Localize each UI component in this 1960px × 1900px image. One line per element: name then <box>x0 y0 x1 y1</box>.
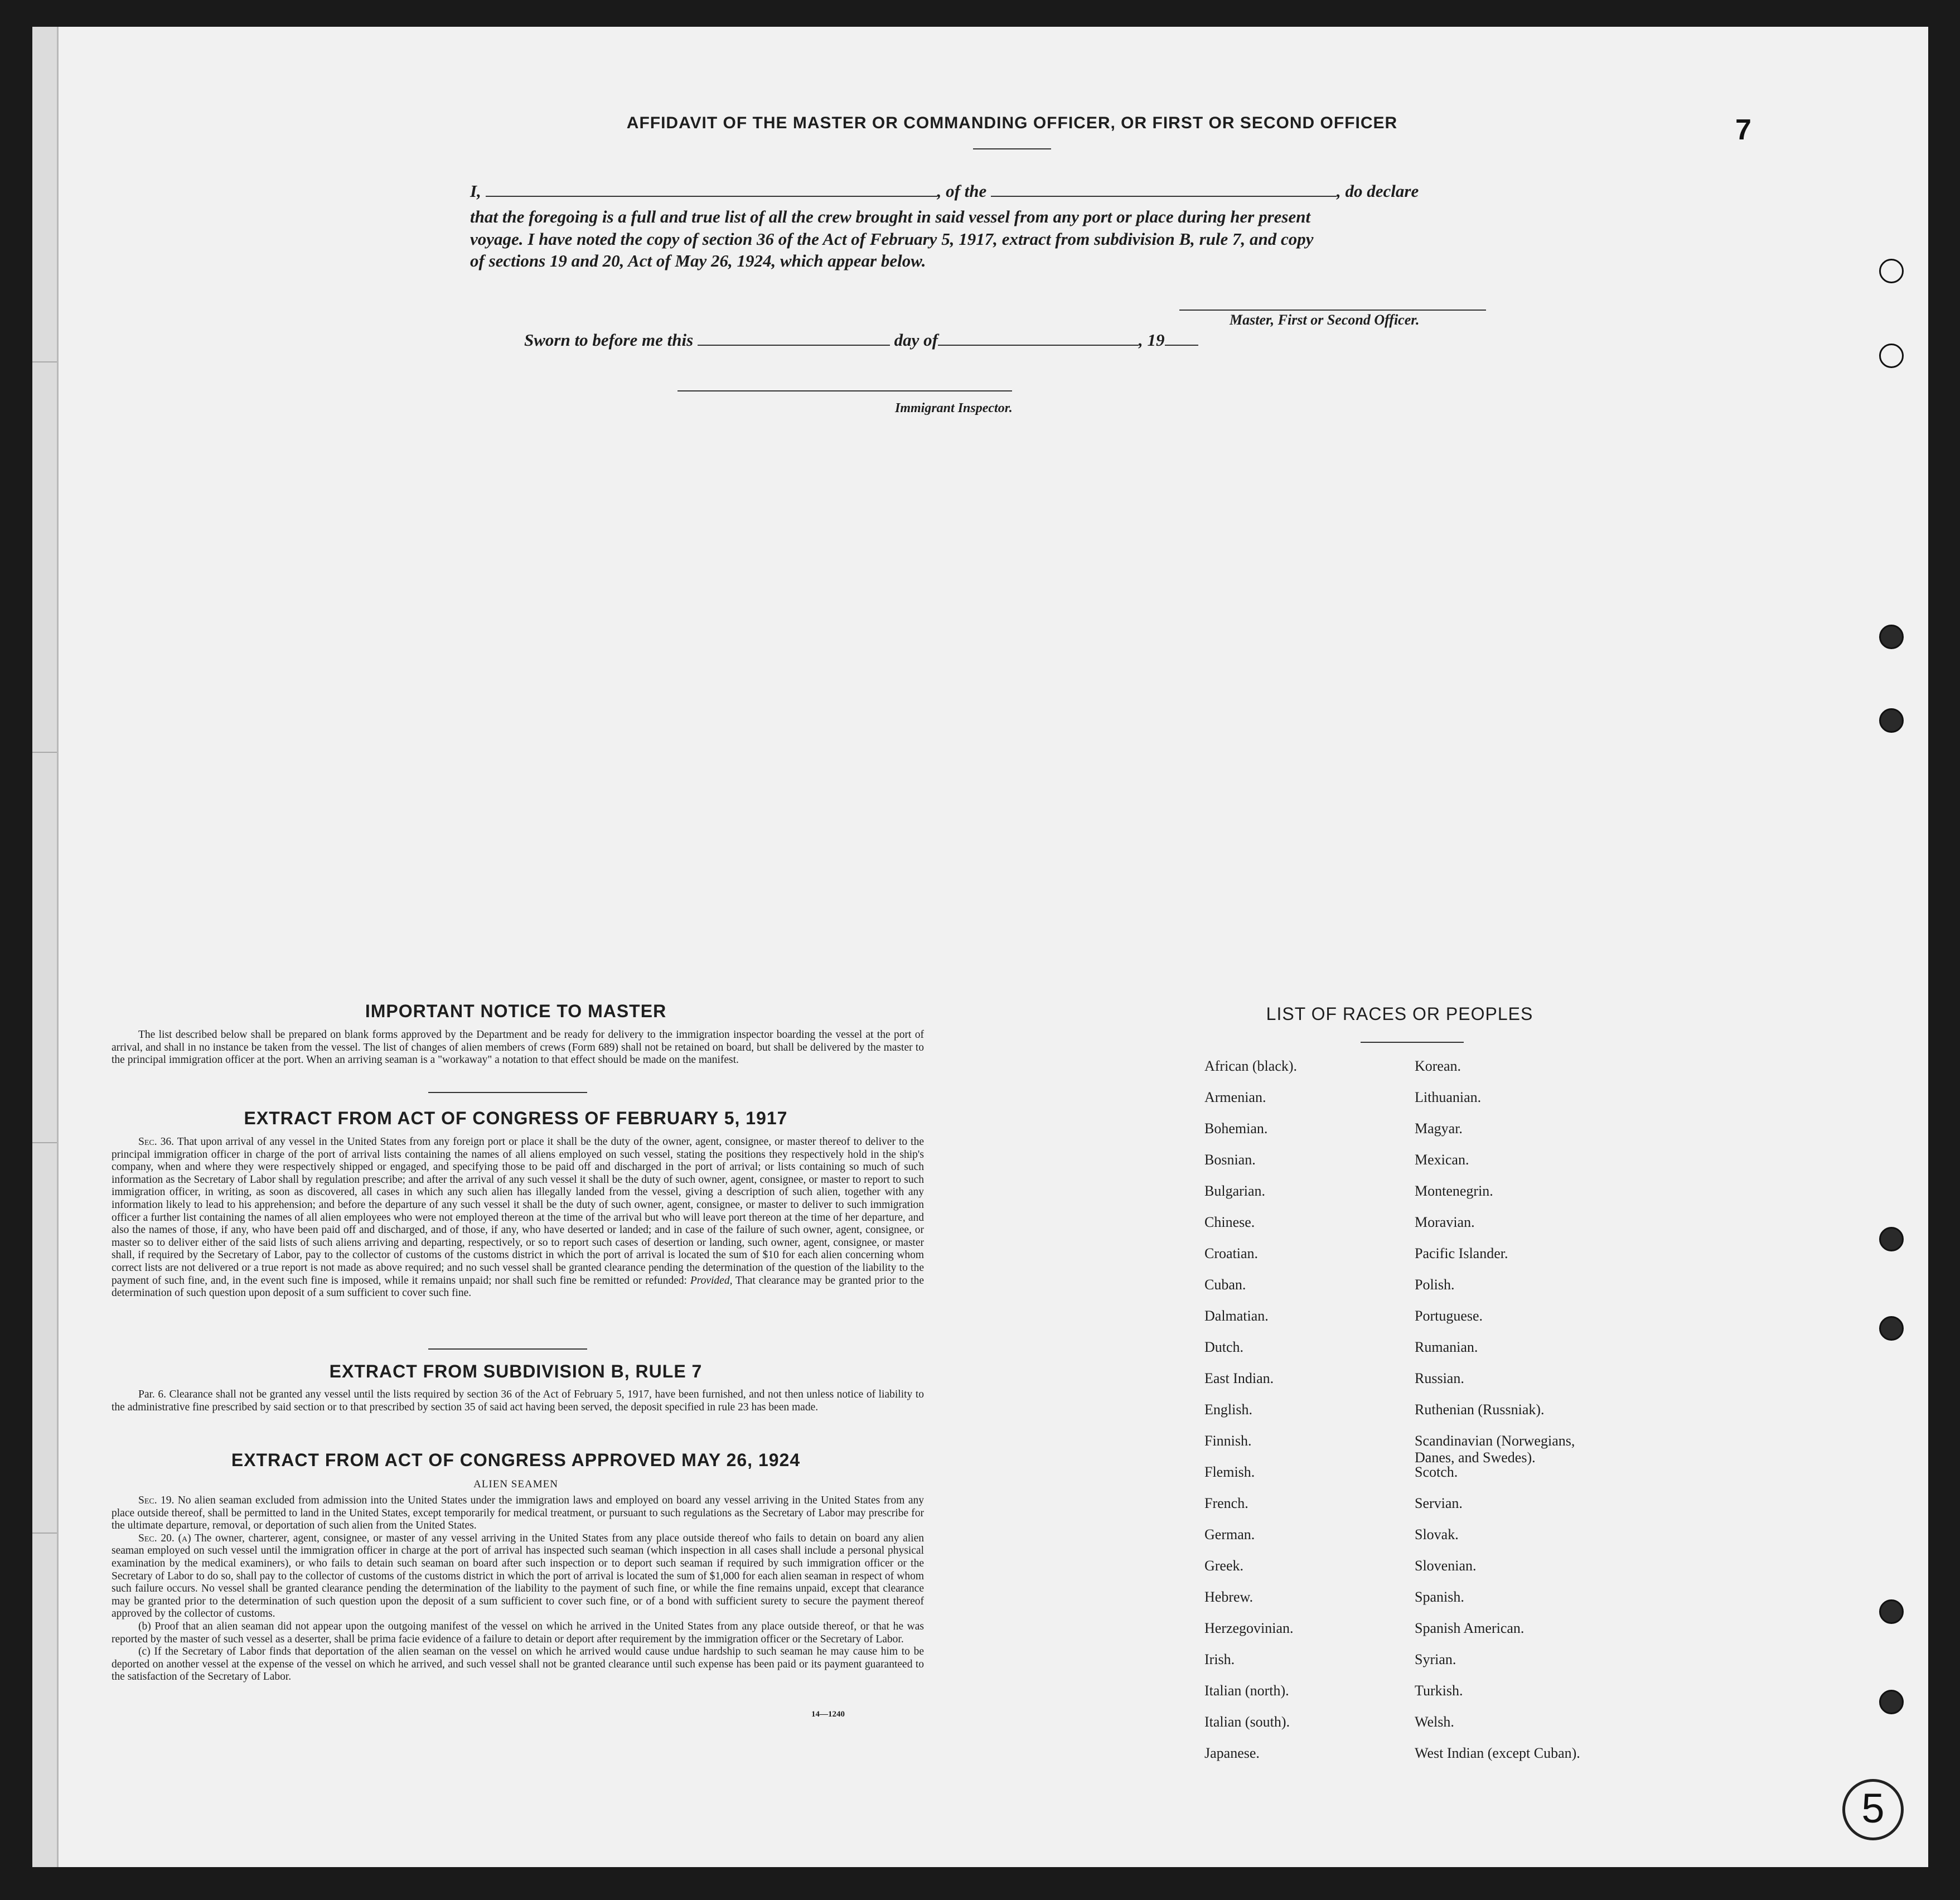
notice-text <box>112 1029 924 1067</box>
race-item: Croatian. <box>1204 1245 1259 1261</box>
race-item: Cuban. <box>1204 1277 1246 1293</box>
section-36-paragraph <box>112 1136 924 1300</box>
extract-1924-title: EXTRACT FROM ACT OF CONGRESS APPROVED MAY 26, 1924 <box>231 1450 801 1470</box>
race-item: Dalmatian. <box>1204 1308 1269 1324</box>
day-of-label: day of <box>894 330 938 350</box>
race-item: Polish. <box>1415 1277 1455 1293</box>
do-declare-label: , do declare <box>1337 181 1419 201</box>
race-item: Herzegovinian. <box>1204 1620 1294 1636</box>
section-36-text: That upon arrival of any vessel in the United States from any foreign port or place it shall be the duty of the owner, agent, consignee, or master thereof to deliver to the principal immigration officer in charge of the port of arrival lists containing the names of all aliens employed on such vessel, stating the positions they respectively hold in the ship's company, when and where they were respectively shipped or engaged, and specifying those to be paid off and discharged in the port of arrival; or lists containing so much of such information as the Secretary of Labor shall by regulation prescribe; and after the arrival of any such vessel it shall be the duty of such owner, agent, consignee, or master to report to such immigration officer, in writing, as soon as discovered, all cases in which any such alien has illegally landed from the vessel, giving a description of such alien, together with any information likely to lead to his apprehension; and before the departure of any such vessel it shall be the duty of such owner, agent, consignee, or master to deliver to such immigration officer a further list containing the names of all alien employees who were not employed thereon at the time of the arrival but who will leave port thereon at the time of her departure, and also the names of those, if any, who have been paid off and discharged, and of those, if any, who have deserted or landed; and in case of the failure of such owner, agent, consignee, or master so to deliver either of the said lists of such aliens arriving and departing, respectively, or so to report such cases of desertion or landing, such owner, agent, consignee, or master shall, if required by the Secretary of Labor, pay to the collector of customs of the customs district in which the port of arrival is located the sum of $10 for each alien concerning whom correct lists are not delivered or a true report is not made as above required; and no such vessel shall be granted clearance pending the determination of the question of the liability to the payment of such fine, and, in the event such fine is imposed, while it remains unpaid; nor shall such fine be remitted or refunded: <box>112 1136 924 1287</box>
corner-mark: 7 <box>1735 114 1751 146</box>
race-item: Portuguese. <box>1415 1308 1483 1324</box>
race-item: Lithuanian. <box>1415 1089 1482 1105</box>
race-item: Italian (north). <box>1204 1683 1289 1699</box>
race-item: West Indian (except Cuban). <box>1415 1745 1580 1761</box>
section-20b-paragraph <box>112 1621 924 1646</box>
race-item: Greek. <box>1204 1558 1244 1574</box>
race-item: Russian. <box>1415 1370 1464 1386</box>
inspector-signature-field[interactable] <box>677 390 1012 391</box>
notice-title: IMPORTANT NOTICE TO MASTER <box>365 1001 667 1021</box>
punch-hole <box>1879 625 1904 649</box>
race-item: Flemish. <box>1204 1464 1255 1480</box>
extract-1924-text <box>112 1495 924 1684</box>
race-item: Ruthenian (Russniak). <box>1415 1401 1545 1418</box>
proviso-text: That clearance may be granted prior to the determination of such question upon deposit of a sum sufficient to cover such fine. <box>112 1274 925 1299</box>
declaration-line-1 <box>470 181 1419 201</box>
race-item: Servian. <box>1415 1495 1463 1511</box>
race-item: Slovenian. <box>1415 1558 1477 1574</box>
race-item: Italian (south). <box>1204 1714 1290 1730</box>
race-item: Spanish American. <box>1415 1620 1525 1636</box>
inspector-signature-label: Immigrant Inspector. <box>895 401 1013 415</box>
title-divider <box>973 148 1051 149</box>
section-20c-label: (c) <box>138 1646 151 1658</box>
race-item: Rumanian. <box>1415 1339 1478 1355</box>
race-item: English. <box>1204 1401 1252 1418</box>
race-item: Armenian. <box>1204 1089 1266 1105</box>
notice-paragraph: The list described below shall be prepared on blank forms approved by the Department and be ready for delivery to the immigration inspector boarding the vessel at the port of arrival, and shall in no instance be taken from the vessel. The list of changes of alien members of crews (Form 689) shall not be retained on board, but shall be delivered by the master to the principal immigration officer at the port. When an arriving seaman is a "workaway" a notation to that effect should be made on the manifest. <box>112 1029 924 1066</box>
punch-hole <box>1879 259 1904 283</box>
race-item: Magyar. <box>1415 1120 1463 1137</box>
races-title: LIST OF RACES OR PEOPLES <box>1266 1004 1533 1024</box>
declaration-line-2: that the foregoing is a full and true list of all the crew brought in said vessel from any port or place during her present <box>470 207 1311 226</box>
alien-seamen-subtitle: ALIEN SEAMEN <box>473 1478 558 1490</box>
master-signature-field[interactable] <box>1179 310 1486 311</box>
race-item: Montenegrin. <box>1415 1183 1493 1199</box>
section-36-label: Sec. 36. <box>138 1136 175 1148</box>
binding-margin <box>32 27 59 1867</box>
race-item: African (black). <box>1204 1058 1298 1074</box>
race-item: French. <box>1204 1495 1248 1511</box>
section-20a-paragraph <box>112 1532 924 1621</box>
form-number: 14—1240 <box>811 1710 845 1719</box>
extract-rule7-text <box>112 1389 924 1414</box>
section-20a-label: Sec. 20. (a) <box>138 1532 191 1544</box>
race-item: Welsh. <box>1415 1714 1454 1730</box>
rule7-paragraph: Par. 6. Clearance shall not be granted any vessel until the lists required by section 36 of the Act of February 5, 1917, have been furnished, and not then unless notice of liability to the administrative fine prescribed by said section or to that prescribed by section 35 of said act having been served, the deposit specified in rule 23 has been made. <box>112 1389 924 1413</box>
section-20c-text: If the Secretary of Labor finds that deportation of the alien seaman on the vessel on which he arrived would cause undue hardship to such seaman he may cause him to be deported on another vessel at the expense of the vessel on which he arrived, and such vessel shall not be granted clearance until such expense has been paid or its payment guaranteed to the satisfaction of the Secretary of Labor. <box>112 1646 924 1683</box>
sworn-year-field[interactable] <box>1165 341 1198 346</box>
race-item: Korean. <box>1415 1058 1461 1074</box>
section-20c-paragraph <box>112 1646 924 1684</box>
race-item: Slovak. <box>1415 1526 1459 1543</box>
master-signature-label: Master, First or Second Officer. <box>1230 312 1420 328</box>
punch-hole <box>1879 1599 1904 1624</box>
races-right-column <box>1415 1058 1599 1776</box>
race-item: Hebrew. <box>1204 1589 1254 1605</box>
of-the-label: , of the <box>937 181 987 201</box>
race-item: Bohemian. <box>1204 1120 1268 1137</box>
margin-rule <box>32 361 57 362</box>
section-19-label: Sec. 19. <box>138 1495 175 1506</box>
sworn-label: Sworn to before me this <box>524 330 694 350</box>
race-item: Scandinavian (Norwegians, Danes, and Swedes). <box>1415 1433 1575 1466</box>
extract-1917-title: EXTRACT FROM ACT OF CONGRESS OF FEBRUARY 5, 1917 <box>244 1108 788 1128</box>
declarant-name-field[interactable] <box>486 192 937 197</box>
page-number-stamp: 5 <box>1842 1779 1904 1840</box>
declarant-prefix: I, <box>470 181 481 201</box>
declaration-line-4: of sections 19 and 20, Act of May 26, 1924, which appear below. <box>470 251 926 270</box>
extract-1917-text <box>112 1136 924 1300</box>
races-left-column <box>1204 1058 1297 1776</box>
section-20b-text: Proof that an alien seaman did not appear upon the outgoing manifest of the vessel on which he arrived in the United States from any place outside thereof, or that he was reported by the master of such vessel as a deserter, shall be prima facie evidence of a failure to detain or deport after requirement by the immigration officer or the Secretary of Labor. <box>112 1620 924 1645</box>
section-divider <box>428 1092 587 1093</box>
race-item: Spanish. <box>1415 1589 1464 1605</box>
punch-hole <box>1879 1227 1904 1251</box>
vessel-name-field[interactable] <box>991 192 1337 197</box>
margin-rule <box>32 752 57 753</box>
punch-hole <box>1879 708 1904 733</box>
proviso-label: Provided, <box>690 1274 733 1287</box>
section-20a-text: The owner, charterer, agent, consignee, or master of any vessel arriving in the United States from any place outside thereof who fails to detain on board any alien seaman employed on such vessel until the immigration officer in charge at the port of arrival has inspected such seaman (which inspection in all cases shall include a personal physical examination by the medical examiners), or who fails to detain such seaman on board after such inspection or to deport such seaman if required by such immigration officer or the Secretary of Labor to do so, shall pay to the collector of customs of the customs district in which the port of arrival is located the sum of $1,000 for each alien seaman in respect of whom such failure occurs. No vessel shall be granted clearance pending the determination of the liability to the payment of such fine, or while the fine remains unpaid, except that clearance may be granted prior to the determination of such question upon the deposit of a sum sufficient to cover such fine, or of a bond with sufficient surety to secure the payment thereof approved by the collector of customs. <box>112 1532 924 1620</box>
declaration-line-3: voyage. I have noted the copy of section 36 of the Act of February 5, 1917, extract from subdivision B, rule 7, and copy <box>470 229 1314 249</box>
punch-hole <box>1879 344 1904 368</box>
section-divider <box>428 1348 587 1350</box>
sworn-line <box>524 330 1198 350</box>
section-20b-label: (b) <box>138 1620 151 1632</box>
punch-hole <box>1879 1316 1904 1341</box>
section-19-text: No alien seaman excluded from admission into the United States under the immigration laws and employed on board any vessel arriving in the United States from any place outside thereof, shall be permitted to land in the United States, except temporarily for medical treatment, or pursuant to such regulations as the Secretary of Labor may prescribe for the ultimate departure, removal, or deportation of such alien from the United States. <box>112 1495 924 1532</box>
race-item: East Indian. <box>1204 1370 1274 1386</box>
race-item: Japanese. <box>1204 1745 1260 1761</box>
year-label: , 19 <box>1139 330 1165 350</box>
race-item: Pacific Islander. <box>1415 1245 1508 1261</box>
race-item: Scotch. <box>1415 1464 1458 1480</box>
race-item: Irish. <box>1204 1651 1235 1667</box>
margin-rule <box>32 1532 57 1534</box>
race-item: Chinese. <box>1204 1214 1255 1230</box>
affidavit-title: AFFIDAVIT OF THE MASTER OR COMMANDING OFFICER, OR FIRST OR SECOND OFFICER <box>626 114 1398 132</box>
race-item: Bosnian. <box>1204 1152 1256 1168</box>
race-item: Finnish. <box>1204 1433 1252 1449</box>
margin-rule <box>32 1142 57 1143</box>
punch-hole <box>1879 1690 1904 1714</box>
race-item: Dutch. <box>1204 1339 1244 1355</box>
extract-rule7-title: EXTRACT FROM SUBDIVISION B, RULE 7 <box>329 1361 703 1381</box>
section-19-paragraph <box>112 1495 924 1532</box>
race-item: German. <box>1204 1526 1255 1543</box>
race-item: Syrian. <box>1415 1651 1456 1667</box>
sworn-day-field[interactable] <box>698 341 890 346</box>
races-divider <box>1361 1042 1464 1043</box>
race-item: Mexican. <box>1415 1152 1469 1168</box>
race-item: Bulgarian. <box>1204 1183 1266 1199</box>
race-item: Turkish. <box>1415 1683 1463 1699</box>
race-item: Moravian. <box>1415 1214 1475 1230</box>
sworn-month-field[interactable] <box>938 341 1139 346</box>
